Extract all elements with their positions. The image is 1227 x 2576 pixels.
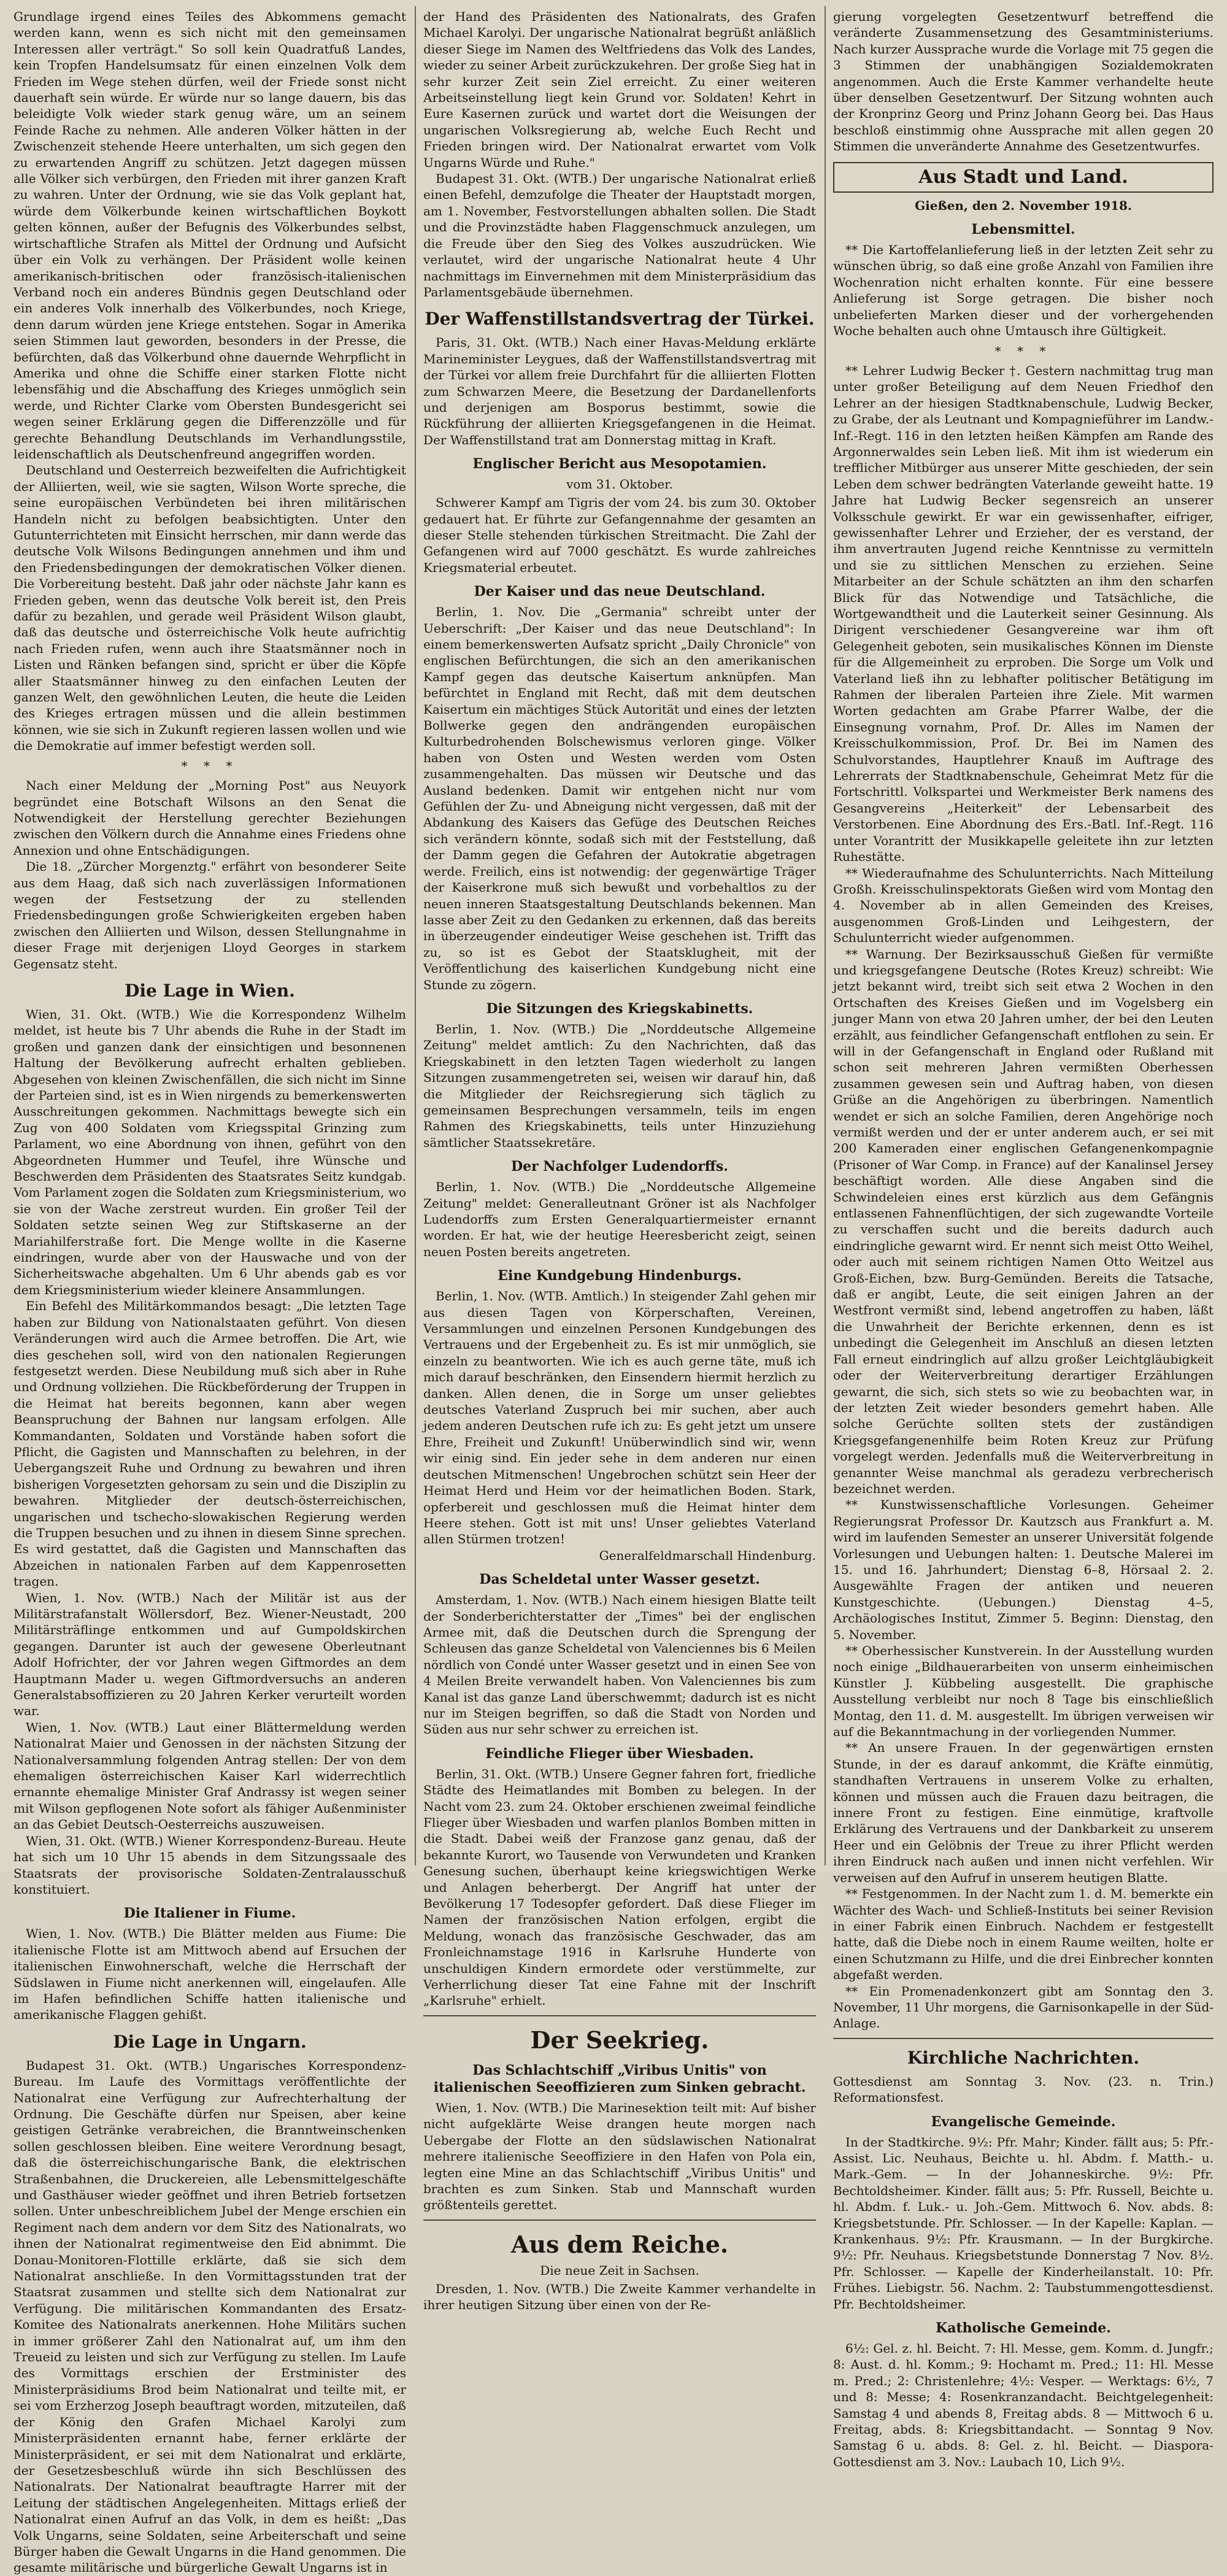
headline-flieger-wiesbaden: Feindliche Flieger über Wiesbaden. xyxy=(485,1745,754,1762)
subheadline-date: vom 31. Oktober. xyxy=(566,477,673,492)
article-paragraph: Budapest 31. Okt. (WTB.) Ungarisches Korrespondenz-Bureau. Im Laufe des Vormittags veröffentlichte der Nationalrat eine Verfügung zur Aufrechterhaltung der Ordnung. Die Geschäfte dürfen nur Speisen, aber keine geistigen Getränke verabreichen, die Branntweinschenken sollen geschlossen bleiben. Eine weitere Verordnung besagt, daß die österreichischungarische Bank, die elektrischen Straßenbahnen, die Druckereien, alle Lebensmittelgeschäfte und Gasthäuser wieder geöffnet und ihren Betrieb fortsetzen sollen. Unter unbeschreiblichem Jubel der Menge erschien ein Regiment nach dem andern vor dem Sitz des Nationalrats, wo ihnen der Nationalrat regimentweise den Eid abnimmt. Die Donau-Monitoren-Flottille erklärte, daß sie sich dem Nationalrat anschließe. In den Vormittagsstunden trat der Staatsrat zusammen und stellte sich dem Nationalrat zur Verfügung. Die militärischen Kommandanten des Ersatz-Komitee des Nationalrats anerkennen. Hohe Militärs suchen in immer größerer Zahl den Nationalrat auf, um ihm den Treueid zu leisten und sich zur Verfügung zu stellen. Im Laufe des Vormittags erschien der Erstminister des Ministerpräsidiums Brod beim Nationalrat und teilte mit, er sei vom Erzherzog Joseph beauftragt worden, mitzuteilen, daß der König den Grafen Michael Karolyi zum Ministerpräsidenten ernannt habe, ferner erklärte der Ministerpräsident, er sei mit dem Nationalrat und erklärte, der Gesetzesbeschluß würde ihn sich Beschlüssen des Nationalrats. Der Nationalrat beauftragte Harrer mit der Leitung der städtischen Angelegenheiten. Mittags erließ der Nationalrat einen Aufruf an das Volk, in dem es heißt: „Das Volk Ungarns, seine Soldaten, seine Arbeiterschaft und seine Bürger haben die Gewalt Ungarns in die Hand genommen. Die gesamte militärische und bürgerliche Gewalt Ungarns ist in xyxy=(13,2057,406,2575)
article-paragraph: Schwerer Kampf am Tigris der vom 24. bis zum 30. Oktober gedauert hat. Er führte zur Gefangennahme der gesamten an dieser Stelle stehenden türkischen Streitmacht. Die Zahl der Gefangenen wird auf 7000 geschätzt. Es wurde zahlreiches Kriegsmaterial erbeutet. xyxy=(423,495,816,575)
article-paragraph: Budapest 31. Okt. (WTB.) Der ungarische Nationalrat erließ einen Befehl, demzufolge die Theater der Hauptstadt morgen, am 1. November, Festvorstellungen abhalten sollen. Die Stadt und die Provinzstädte haben Flaggenschmuck anzulegen, um die Freude über den Sieg des Volkes auszudrücken. Wie verlautet, wird der ungarische Nationalrat heute 4 Uhr nachmittags im Einvernehmen mit dem Ministerpräsidium das Parlamentsgebäude übernehmen. xyxy=(423,171,816,299)
article-paragraph: Berlin, 1. Nov. (WTB. Amtlich.) In steigender Zahl gehen mir aus diesen Tagen von Körperschaften, Vereinen, Versammlungen und einzelnen Personen Kundgebungen des Vertrauens und der Ergebenheit zu. Es ist mir unmöglich, sie einzeln zu beantworten. Wie ich es auch gerne täte, muß ich mich darauf beschränken, den Einsendern hiermit herzlich zu danken. Allen denen, die in Sorge um unser geliebtes deutsches Vaterland Zuspruch bei mir suchen, aber auch jedem anderen Deutschen rufe ich zu: Es geht jetzt um unsere Ehre, Freiheit und Zukunft! Unüberwindlich sind wir, wenn wir einig sind. Ein jeder sehe in dem anderen nur einen deutschen Mitmenschen! Ungebrochen schützt sein Heer der Heimat Herd und Heim vor der heimatlichen Boden. Stark, opferbereit und geschlossen muß die Heimat hinter dem Heere stehen. Gott ist mit uns! Unser geliebtes Vaterland allen Stürmen trotzen! xyxy=(423,1289,816,1547)
article-paragraph: ** Lehrer Ludwig Becker †. Gestern nachmittag trug man unter großer Beteiligung auf dem Neuen Friedhof den Lehrer an der hiesigen Stadtknabenschule, Ludwig Becker, zu Grabe, der als Leutnant und Kompagnieführer im Landw.-Inf.-Regt. 116 in den letzten heißen Kämpfen am Rande des Argonnerwaldes sein Leben ließ. Mit ihm ist wiederum ein trefflicher Mitbürger aus unserer Mitte geschieden, der sein Leben dem schwer bedrängten Vaterlande geweiht hatte. 19 Jahre hat Ludwig Becker segensreich an unserer Volksschule gewirkt. Er war ein gewissenhafter, eifriger, gewissenhafter Lehrer und Erzieher, der es verstand, der ihm anvertrauten Jugend reiche Kenntnisse zu vermitteln und sie zu sittlichen Menschen zu erziehen. Seine Mitarbeiter an der Schule schätzten an ihm den scharfen Blick für das Notwendige und Tatsächliche, die Wortgewandtheit und die Lauterkeit seiner Gesinnung. Als Dirigent verschiedener Gesangvereine war ihm oft Gelegenheit geboten, sein musikalisches Können im Dienste für die Allgemeinheit zu erproben. Die Sorge um Volk und Vaterland ließ ihn zu lebhafter politischer Betätigung im Rahmen der liberalen Parteien ihre Ziele. Mit warmen Worten gedachten am Grabe Pfarrer Walbe, der die Einsegnung vornahm, Prof. Dr. Alles im Namen der Kreisschulkommission, Prof. Dr. Bei im Namen des Schulvorstandes, Hauptlehrer Knauß im Auftrage des Lehrerrats der Stadtknabenschule, Geheimrat Metz für die Fortschrittl. Volkspartei und Werkmeister Berk namens des Gesangvereins „Heiterkeit" der Lebensarbeit des Verstorbenen. Eine Abordnung des Ers.-Batl. Inf.-Regt. 116 unter Vorantritt der Musikkapelle geleitete ihn zur letzten Ruhestätte. xyxy=(833,363,1214,865)
article-paragraph: ** An unsere Frauen. In der gegenwärtigen ernsten Stunde, in der es darauf ankommt, die Kräfte einmütig, standhaften Vertrauens in unserem Volke zu erhalten, können und müssen auch die Frauen dazu beitragen, die innere Front zu festigen. Eine einmütige, kraftvolle Erklärung des Vertrauens und der Dankbarkeit zu unserem Heer und ein Gelöbnis der Treue zu ihrer Pflicht werden ihren Eindruck nach außen und innen nicht verfehlen. Wir verweisen auf den Aufruf in unserem heutigen Blatte. xyxy=(833,1740,1214,1885)
article-paragraph: ** Wiederaufnahme des Schulunterrichts. Nach Mitteilung Großh. Kreisschulinspektorats Gießen wird vom Montag den 4. November ab in allen Gemeinden des Kreises, ausgenommen Groß-Linden und Leihgestern, der Schulunterricht wieder aufgenommen. xyxy=(833,865,1214,946)
article-paragraph: Wien, 1. Nov. (WTB.) Laut einer Blättermeldung werden Nationalrat Maier und Genossen in der nächsten Sitzung der Nationalversammlung folgenden Antrag stellen: Der von dem ehemaligen österreichischen Kaiser Karl widerrechtlich ernannte ehemalige Minister Graf Andrassy ist wegen seiner mit Wilson gepflogenen Note sofort als fähiger Außenminister an das Gebiet Deutsch-Oesterreichs auszuweisen. xyxy=(13,1719,406,1832)
article-paragraph: ** Festgenommen. In der Nacht zum 1. d. M. bemerkte ein Wächter des Wach- und Schließ-Instituts bei seiner Revision in einer Fabrik einen Einbruch. Nachdem er festgestellt hatte, daß die Diebe noch in einem Raume weilten, holte er einen Schutzmann zu Hilfe, und die drei Einbrecher konnten abgefaßt werden. xyxy=(833,1886,1214,1983)
headline-evangelische-gemeinde: Evangelische Gemeinde. xyxy=(931,2113,1116,2130)
article-paragraph: Wien, 31. Okt. (WTB.) Wiener Korrespondenz-Bureau. Heute hat sich um 10 Uhr 15 abends in dem Sitzungssaale des Staatsrats der provisorische Soldaten-Zentralausschuß konstituiert. xyxy=(13,1833,406,1897)
headline-katholische-gemeinde: Katholische Gemeinde. xyxy=(936,2320,1111,2337)
column-3 xyxy=(833,9,1214,2469)
article-paragraph: Nach einer Meldung der „Morning Post" aus Neuyork begründet eine Botschaft Wilsons an den Senat die Notwendigkeit der Herstellung gerechter Beziehungen zwischen den Völkern durch die Annahme eines Friedens ohne Annexion und ohne Entschädigungen. xyxy=(13,778,406,858)
article-paragraph: Wien, 31. Okt. (WTB.) Wie die Korrespondenz Wilhelm meldet, ist heute bis 7 Uhr abends die Ruhe in der Stadt im großen und ganzen dank der einsichtigen und besonnenen Haltung der Bevölkerung aufrecht erhalten geblieben. Abgesehen von kleinen Zwischenfällen, die sich nicht im Sinne der Parteien sind, ist es in Wien nirgends zu bemerkenswerten Ausschreitungen gekommen. Nachmittags bewegte sich ein Zug von 400 Soldaten vom Kriegsspital Grinzing zum Parlament, wo eine Abordnung von ihnen, geführt von den Abgeordneten Hummer und Teufel, ihre Wünsche und Beschwerden dem Präsidenten des Staatsrates Seitz kundgab. Vom Parlament zogen die Soldaten zum Kriegsministerium, wo sie von der Wache zerstreut wurden. Ein großer Teil der Soldaten setzte seinen Weg zur Stiftskaserne an der Mariahilferstraße fort. Die Menge wollte in die Kaserne eindringen, wurde aber von der Hauswache und von der Sicherheitswache abgehalten. Um 6 Uhr abends gab es vor dem Kriegsministerium wieder kleinere Ansammlungen. xyxy=(13,1006,406,1297)
divider xyxy=(423,2219,816,2221)
headline-kaiser-deutschland: Der Kaiser und das neue Deutschland. xyxy=(474,584,766,600)
article-paragraph: Ein Befehl des Militärkommandos besagt: „Die letzten Tage haben zur Bildung von Nationalstaaten geführt. Von diesen Veränderungen wird auch die Armee betroffen. Die Art, wie dies geschehen soll, wird von den nationalen Regierungen festgesetzt werden. Diese Neubildung muß sich aber in Ruhe und Ordnung vollziehen. Die Rückbeförderung der Truppen in die Heimat hat bereits begonnen, kann aber wegen Beanspruchung der Bahnen nur langsam erfolgen. Alle Kommandanten, Soldaten und Vorstände haben sofort die Pflicht, die Gagisten und Mannschaften zu belehren, in der Uebergangszeit Ruhe und Ordnung zu bewahren und ihren bisherigen Vorgesetzten gehorsam zu sein und die Disziplin zu bewahren. Mitglieder der deutsch-österreichischen, ungarischen und tschecho-slowakischen Regierung werden die Truppen besuchen und zu ihnen in diesem Sinne sprechen. Es wird gestattet, daß die Gagisten und Mannschaften das Abzeichen in nationalen Farben auf dem Kappenrosetten tragen. xyxy=(13,1298,406,1589)
article-paragraph: 6½: Gel. z. hl. Beicht. 7: Hl. Messe, gem. Komm. d. Jungfr.; 8: Aust. d. hl. Komm.; 9: Hochamt m. Pred.; 11: Hl. Messe m. Pred.; 2: Christenlehre; 4½: Vesper. — Werktags: 6½, 7 und 8: Messe; 4: Rosenkranzandacht. Beichtgelegenheit: Samstag 4 und abends 8, Freitag abds. 8 — Mittwoch 6 u. Freitag, abds. 8: Kriegsbittandacht. — Sonntag 9 Nov. Samstag 6 u. abds. 8: Gel. z. hl. Beicht. — Diaspora-Gottesdienst am 3. Nov.: Laubach 10, Lich 9½. xyxy=(833,2341,1214,2469)
article-paragraph: ** Ein Promenadenkonzert gibt am Sonntag den 3. November, 11 Uhr morgens, die Garnisonkapelle in der Süd-Anlage. xyxy=(833,1983,1214,2031)
headline-lebensmittel: Lebensmittel. xyxy=(971,222,1075,238)
subheadline-sachsen: Die neue Zeit in Sachsen. xyxy=(540,2262,699,2278)
signature: Generalfeldmarschall Hindenburg. xyxy=(599,1548,816,1563)
article-paragraph: Berlin, 1. Nov. (WTB.) Die „Norddeutsche Allgemeine Zeitung" meldet amtlich: Zu den Nachrichten, daß das Kriegskabinett in den letzten Tagen wiederholt zu langen Sitzungen zusammengetreten sei, weisen wir darauf hin, daß die Mitglieder der Reichsregierung sich täglich zu gemeinsamen Besprechungen versammeln, teils im engen Rahmen des Kriegskabinetts, teils unter Hinzuziehung sämtlicher Staatssekretäre. xyxy=(423,1021,816,1150)
dateline: Gießen, den 2. November 1918. xyxy=(915,198,1132,213)
article-paragraph: gierung vorgelegten Gesetzentwurf betreffend die veränderte Zusammensetzung des Gesamtministeriums. Nach kurzer Aussprache wurde die Vorlage mit 75 gegen die 3 Stimmen der unabhängigen Sozialdemokraten angenommen. Auch die Erste Kammer verhandelte heute über denselben Gesetzentwurf. Der Sitzung wohnten auch der Kronprinz Georg und Prinz Johann Georg bei. Das Haus beschloß einstimmig ohne Aussprache mit allen gegen 20 Stimmen die unveränderte Annahme des Gesetzentwurfes. xyxy=(833,9,1214,154)
headline-waffenstillstand-tuerkei: Der Waffenstillstandsvertrag der Türkei. xyxy=(425,309,815,330)
divider xyxy=(423,2015,816,2016)
article-paragraph: Grundlage irgend eines Teiles des Abkommens gemacht werden kann, wenn es sich nicht mit den gemeinsamen Interessen aller verträgt." So soll kein Quadratfuß Landes, kein Tropfen Handelsumsatz für einen einzelnen Volk dem Frieden im Wege stehen dürfen, weil der Friede sonst nicht dauerhaft sein würde. Er würde nur so lange dauern, bis das beleidigte Volk wieder stark genug wäre, um an seinem Feinde Rache zu nehmen. Alle anderen Völker hätten in der Zwischenzeit stehende Heere unterhalten, um sich gegen den zu erwartenden Angriff zu schützen. Jetzt dagegen müssen alle Völker sich verbürgen, den Frieden mit ihrer ganzen Kraft zu wahren. Unter der Ordnung, wie sie das Volk geplant hat, würde dem Völkerbunde keinen wirtschaftlichen Boykott gelten können, außer der Befugnis des Völkerbundes selbst, wirtschaftliche Strafen als Mittel der Ordnung und Aufsicht über ein Volk zu verhängen. Der Präsident wolle keinen amerikanisch-britischen oder französisch-italienischen Verband noch ein anderes Bündnis gegen Deutschland oder ein anderes Volk innerhalb des Völkerbundes, noch Kriege, denn darum würden jene Kriege entstehen. Sogar in Amerika seien Stimmen laut geworden, besonders in der Presse, die befürchten, daß das Völkerbund ohne dauernde Wehrpflicht in Amerika und ohne die Schiffe einer starken Flotte nicht lebensfähig und die Abschaffung des Krieges unmöglich sein werde, und Richter Clarke vom Obersten Bundesgericht sei wegen seiner Erklärung gegen die Differenzzölle und für gerechte Behandlung Deutschlands im Verhandlungsstile, leidenschaftlich als Deutschenfreund angegriffen worden. xyxy=(13,9,406,461)
column-rule xyxy=(415,6,416,1865)
section-separator: * * * xyxy=(994,343,1052,358)
section-separator: * * * xyxy=(181,758,239,773)
article-paragraph: Wien, 1. Nov. (WTB.) Nach der Militär ist aus der Militärstrafanstalt Wöllersdorf, Bez. Wiener-Neustadt, 200 Militärsträflinge entkommen und auf Gumpoldskirchen gegangen. Darunter ist auch der gewesene Oberleutnant Adolf Hofrichter, der vor Jahren wegen Giftmordes an dem Hauptmann Mader u. wegen Giftmordversuchs an anderen Generalstabsoffizieren zu 20 Jahren Kerker verurteilt worden war. xyxy=(13,1590,406,1719)
divider xyxy=(833,2038,1214,2039)
headline-mesopotamien: Englischer Bericht aus Mesopotamien. xyxy=(472,456,767,472)
headline-aus-dem-reiche: Aus dem Reiche. xyxy=(510,2230,729,2258)
section-header-stadt-land: Aus Stadt und Land. xyxy=(833,162,1214,193)
headline-lage-wien: Die Lage in Wien. xyxy=(125,980,295,1001)
article-paragraph: In der Stadtkirche. 9½: Pfr. Mahr; Kinder. fällt aus; 5: Pfr.-Assist. Lic. Neuhaus, Beichte u. hl. Abdm. f. Matth.- u. Mark.-Gem. — In der Johanneskirche. 9½: Pfr. Bechtoldsheimer. Kinder. fällt aus; 5: Pfr. Russell, Beichte u. hl. Abdm. f. Luk.- u. Joh.-Gem. Mittwoch 6. Nov. abds. 8: Kriegsbetstunde. Pfr. Schlosser. — In der Kapelle: Kaplan. — Krankenhaus. 9½: Pfr. Krausmann. — In der Burgkirche. 9½: Pfr. Neuhaus. Kriegsbetstunde Donnerstag 7 Nov. 8½. Pfr. Schlosser. — Kapelle der Kinderheilanstalt. 10: Pfr. Frühes. Liebigstr. 56. Nachm. 2: Taubstummengottesdienst. Pfr. Bechtoldsheimer. xyxy=(833,2134,1214,2312)
article-paragraph: Wien, 1. Nov. (WTB.) Die Blätter melden aus Fiume: Die italienische Flotte ist am Mittwoch abend auf Ersuchen der italienischen Einwohnerschaft, welche die Herrschaft der Südslawen in Fiume nicht anerkennen will, eingelaufen. Alle im Hafen befindlichen Schiffe hatten italienische und amerikanische Flaggen gehißt. xyxy=(13,1926,406,2023)
article-paragraph: ** Oberhessischer Kunstverein. In der Ausstellung wurden noch einige „Bildhauerarbeiten von unserm einheimischen Künstler J. Kübbeling ausgestellt. Die graphische Ausstellung verbleibt nur noch 8 Tage bis einschließlich Montag, den 11. d. M. ausgestellt. Im übrigen verweisen wir auf die Bekanntmachung in der vorliegenden Nummer. xyxy=(833,1643,1214,1740)
article-paragraph: Wien, 1. Nov. (WTB.) Die Marinesektion teilt mit: Auf bisher nicht aufgeklärte Weise drangen heute morgen nach Uebergabe der Flotte an den südslawischen Nationalrat mehrere italienische Seeoffiziere in den Hafen von Pola ein, legten eine Mine an das Schlachtschiff „Viribus Unitis" und brachten es zum Sinken. Stab und Mannschaft wurden größtenteils gerettet. xyxy=(423,2100,816,2213)
headline-fiume: Die Italiener in Fiume. xyxy=(123,1905,296,1922)
article-paragraph: ** Die Kartoffelanlieferung ließ in der letzten Zeit sehr zu wünschen übrig, so daß eine große Anzahl von Familien ihre Wochenration nicht erhalten konnte. Für eine bessere Anlieferung ist Sorge getragen. Die bisher noch unbelieferten Marken dieser und der vorhergehenden Woche behalten auch ohne Umtausch ihre Gültigkeit. xyxy=(833,242,1214,339)
article-paragraph: Die 18. „Zürcher Morgenztg." erfährt von besonderer Seite aus dem Haag, daß sich nach zuverlässigen Informationen wegen der Festsetzung der zu stellenden Friedensbedingungen große Schwierigkeiten ergeben haben zwischen den Alliierten und Wilson, dessen Stellungnahme in dieser Frage mit derjenigen Lloyd Georges in starkem Gegensatz steht. xyxy=(13,859,406,971)
headline-kirchliche-nachrichten: Kirchliche Nachrichten. xyxy=(907,2047,1140,2068)
article-paragraph: Berlin, 31. Okt. (WTB.) Unsere Gegner fahren fort, friedliche Städte des Heimatlandes mit Bomben zu belegen. In der Nacht vom 23. zum 24. Oktober erschienen zweimal feindliche Flieger über Wiesbaden und warfen planlos Bomben mitten in die Stadt. Dabei weiß der Franzose ganz genau, daß der bekannte Kurort, wo Tausende von Verwundeten und Kranken Genesung suchen, überhaupt keine kriegswichtigen Werke und Anlagen beherbergt. Der Angriff hat unter der Bevölkerung 17 Todesopfer gefordert. Daß diese Flieger im Namen der französischen Nation erfolgen, ergibt die Meldung, wonach das französische Geschwader, das am Fronleichnamstage 1916 in Karlsruhe Hunderte von unschuldigen Kindern ermordete oder verstümmelte, zur Verherrlichung dieser Tat eine Fahne mit der Inschrift „Karlsruhe" erhielt. xyxy=(423,1766,816,2008)
column-2 xyxy=(423,9,816,2313)
column-rule xyxy=(825,6,826,1865)
headline-lage-ungarn: Die Lage in Ungarn. xyxy=(113,2031,307,2052)
headline-hindenburg: Eine Kundgebung Hindenburgs. xyxy=(498,1268,742,1284)
headline-scheldetal: Das Scheldetal unter Wasser gesetzt. xyxy=(479,1571,760,1588)
headline-seekrieg: Der Seekrieg. xyxy=(530,2026,709,2054)
article-paragraph: Dresden, 1. Nov. (WTB.) Die Zweite Kammer verhandelte in ihrer heutigen Sitzung über einen von der Re- xyxy=(423,2281,816,2313)
article-paragraph: Berlin, 1. Nov. (WTB.) Die „Norddeutsche Allgemeine Zeitung" meldet: Generalleutnant Gröner ist als Nachfolger Ludendorffs zum Ersten Generalquartiermeister ernannt worden. Er hat, wie der heutige Heeresbericht zeigt, seinen neuen Posten bereits angetreten. xyxy=(423,1179,816,1259)
article-paragraph: Gottesdienst am Sonntag 3. Nov. (23. n. Trin.) Reformationsfest. xyxy=(833,2073,1214,2105)
headline-kriegskabinett: Die Sitzungen des Kriegskabinetts. xyxy=(486,1000,753,1017)
article-paragraph: ** Warnung. Der Bezirksausschuß Gießen für vermißte und kriegsgefangene Deutsche (Rotes Kreuz) schreibt: Wie jetzt bekannt wird, treibt sich seit etwa 2 Wochen in den Ortschaften des Kreises Gießen und im Vogelsberg ein junger Mann von etwa 20 Jahren umher, der bei den Leuten erzählt, aus feindlicher Gefangenschaft entflohen zu sein. Er will in der Gefangenschaft in England oder Rußland mit schon seit mehreren Jahren vermißten Oberhessen zusammen gewesen sein und Auftrag haben, von diesen Grüße an die Angehörigen zu überbringen. Namentlich wendet er sich an solche Familien, deren Angehörige noch vermißt werden und der er unter anderem auch, er sei mit 200 Kameraden einer englischen Gefangenenkompagnie (Prisoner of War Comp. in France) auf der Kanalinsel Jersey beschäftigt worden. Alle diese Angaben sind die Schwindeleien eines erst kürzlich aus dem Gefängnis entlassenen Fahnenflüchtigen, der sich zugewandte Vorteile zu verschaffen sucht und die bereits dadurch auch eindringliche gewarnt wird. Er nennt sich meist Otto Weihel, oder auch mit seinem richtigen Namen Otto Weitzel aus Groß-Eichen, bzw. Burg-Gemünden. Bereits die Tatsache, daß er angibt, Leute, die seit einigen Jahren an der Westfront vermißt sind, lebend angetroffen zu haben, läßt die Unwahrheit der Berichte erkennen, denn es ist unbedingt die Gelegenheit im Anschluß an diesen letzten Fall erneut eindringlich auf allzu großer Leichtgläubigkeit oder der Weiterverbreitung derartiger Erzählungen gewarnt, die sich, sich stets so wie zu beobachten war, in der letzten Zeit wieder besonders gemehrt haben. Alle solche Gerüchte sollten stets der zuständigen Kriegsgefangenenhilfe beim Roten Kreuz zur Prüfung vorgelegt werden. Jedenfalls muß die Weiterverbreitung in genannter Weise manchmal als geradezu verbrecherisch bezeichnet werden. xyxy=(833,946,1214,1496)
headline-ludendorff: Der Nachfolger Ludendorffs. xyxy=(511,1159,728,1175)
article-paragraph: ** Kunstwissenschaftliche Vorlesungen. Geheimer Regierungsrat Professor Dr. Kautzsch aus Frankfurt a. M. wird im laufenden Semester an unserer Universität folgende Vorlesungen und Uebungen halten: 1. Deutsche Malerei im 15. und 16. Jahrhundert; Dienstag 6–8, Hörsaal 2. 2. Ausgewählte Fragen der antiken und neueren Kunstgeschichte. (Uebungen.) Dienstag 4–5, Archäologisches Institut, Zimmer 5. Beginn: Dienstag, den 5. November. xyxy=(833,1497,1214,1642)
article-paragraph: Paris, 31. Okt. (WTB.) Nach einer Havas-Meldung erklärte Marineminister Leygues, daß der Waffenstillstandsvertrag mit der Türkei vor allem freie Durchfahrt für die alliierten Flotten zum Schwarzen Meere, die Besetzung der Dardanellenforts und derjenigen am Bosporus bestimmt, sowie die Rückführung der alliierten Kriegsgefangenen in die Heimat. Der Waffenstillstand trat am Donnerstag mittag in Kraft. xyxy=(423,335,816,447)
article-paragraph: Berlin, 1. Nov. Die „Germania" schreibt unter der Ueberschrift: „Der Kaiser und das neue Deutschland": In einem bemerkenswerten Aufsatz spricht „Daily Chronicle" von englischen Befürchtungen, die sich an den amerikanischen Kampf gegen das deutsche Kaisertum anknüpfen. Man befürchtet in England mit Recht, daß mit dem deutschen Kaisertum ein mächtiges Stück Autorität und eines der letzten Bollwerke gegen den andrängenden europäischen Kulturbedrohenden Bolschewismus verloren ginge. Völker haben von Osten und Westen werden vom Osten zusammengehalten. Das müssen wir Deutsche und das Ausland bedenken. Damit wir entgehen nicht nur vom Gefühlen der Zu- und Abneigung nicht vergessen, daß mit der Abdankung des Kaisers das Gefüge des Deutschen Reiches sich verändern könnte, sodaß sich mit der Feststellung, daß der Damm gegen die Gefahren der Autokratie abgetragen werde. Freilich, eins ist notwendig: der gegenwärtige Träger der Kaiserkrone muß sich bewußt und vorbehaltlos zu der neuen inneren Staatsgestaltung Deutschlands bekennen. Man lasse aber Zeit zu den Gedanken zu erkennen, daß das bereits in überzeugender eindeutiger Weise geschehen ist. Trifft das zu, so ist es Gebot der Staatsklugheit, mit der Veröffentlichung des kaiserlichen Kundgebung nicht eine Stunde zu zögern. xyxy=(423,604,816,992)
headline-viribus-unitis: Das Schlachtschiff „Viribus Unitis" von italienischen Seeoffizieren zum Sinken gebracht. xyxy=(433,2062,806,2096)
article-paragraph: Amsterdam, 1. Nov. (WTB.) Nach einem hiesigen Blatte teilt der Sonderberichterstatter der „Times" bei der englischen Armee mit, daß die Deutschen durch die Sprengung der Schleusen das ganze Scheldetal von Valenciennes bis 6 Meilen nördlich von Condé unter Wasser gesetzt und in einen See von 4 Meilen Breite verwandelt haben. Von Valenciennes bis zum Kanal ist das ganze Land überschwemmt; dadurch ist es nicht nur im Steigen begriffen, so daß die Stadt von Norden und Süden aus nur sehr schwer zu erreichen ist. xyxy=(423,1592,816,1737)
article-paragraph: der Hand des Präsidenten des Nationalrats, des Grafen Michael Karolyi. Der ungarische Nationalrat begrüßt anläßlich dieser Siege im Namen des Weltfriedens das Volk des Landes, wieder zu seiner Arbeit zurückzukehren. Der große Sieg hat in sehr kurzer Zeit sein Ziel erreicht. Zu einer weiteren Arbeitseinstellung liegt kein Grund vor. Soldaten! Kehrt in Eure Kasernen zurück und wartet dort die Weisungen der ungarischen Volksregierung ab, welche Euch Recht und Frieden bringen wird. Der Nationalrat erwartet vom Volk Ungarns Würde und Ruhe." xyxy=(423,9,816,170)
column-1 xyxy=(13,9,406,2575)
article-paragraph: Deutschland und Oesterreich bezweifelten die Aufrichtigkeit der Alliierten, weil, wie sie sagten, Wilson Worte spreche, die seine europäischen Verbündeten bei ihren militärischen Handeln nicht zu befolgen beabsichtigten. Unter den Gutunterrichteten mit Einsicht herrschen, mir dann werde das deutsche Volk Wilsons Bedingungen annehmen und ihm und den Friedensbedingungen der demokratischen Völker dienen. Die Vorbereitung besteht. Daß jahr oder nächste Jahr kann es Frieden geben, wenn das deutsche Volk bereit ist, den Preis dafür zu bezahlen, und gerade weil Präsident Wilson glaubt, daß das deutsche und österreichische Volk heute aufrichtig nach Frieden rufen, wenn auch ihre Staatsmänner noch in Listen und Ränken befangen sind, spricht er über die Köpfe aller Staatsmänner hinweg zu den einfachen Leuten der ganzen Welt, den gewöhnlichen Leuten, die heute die Leiden des Krieges ertragen müssen und die allein bestimmen können, wie sie sich in Zukunft regieren lassen wollen und wie die Demokratie auf immer befestigt werden soll. xyxy=(13,463,406,754)
